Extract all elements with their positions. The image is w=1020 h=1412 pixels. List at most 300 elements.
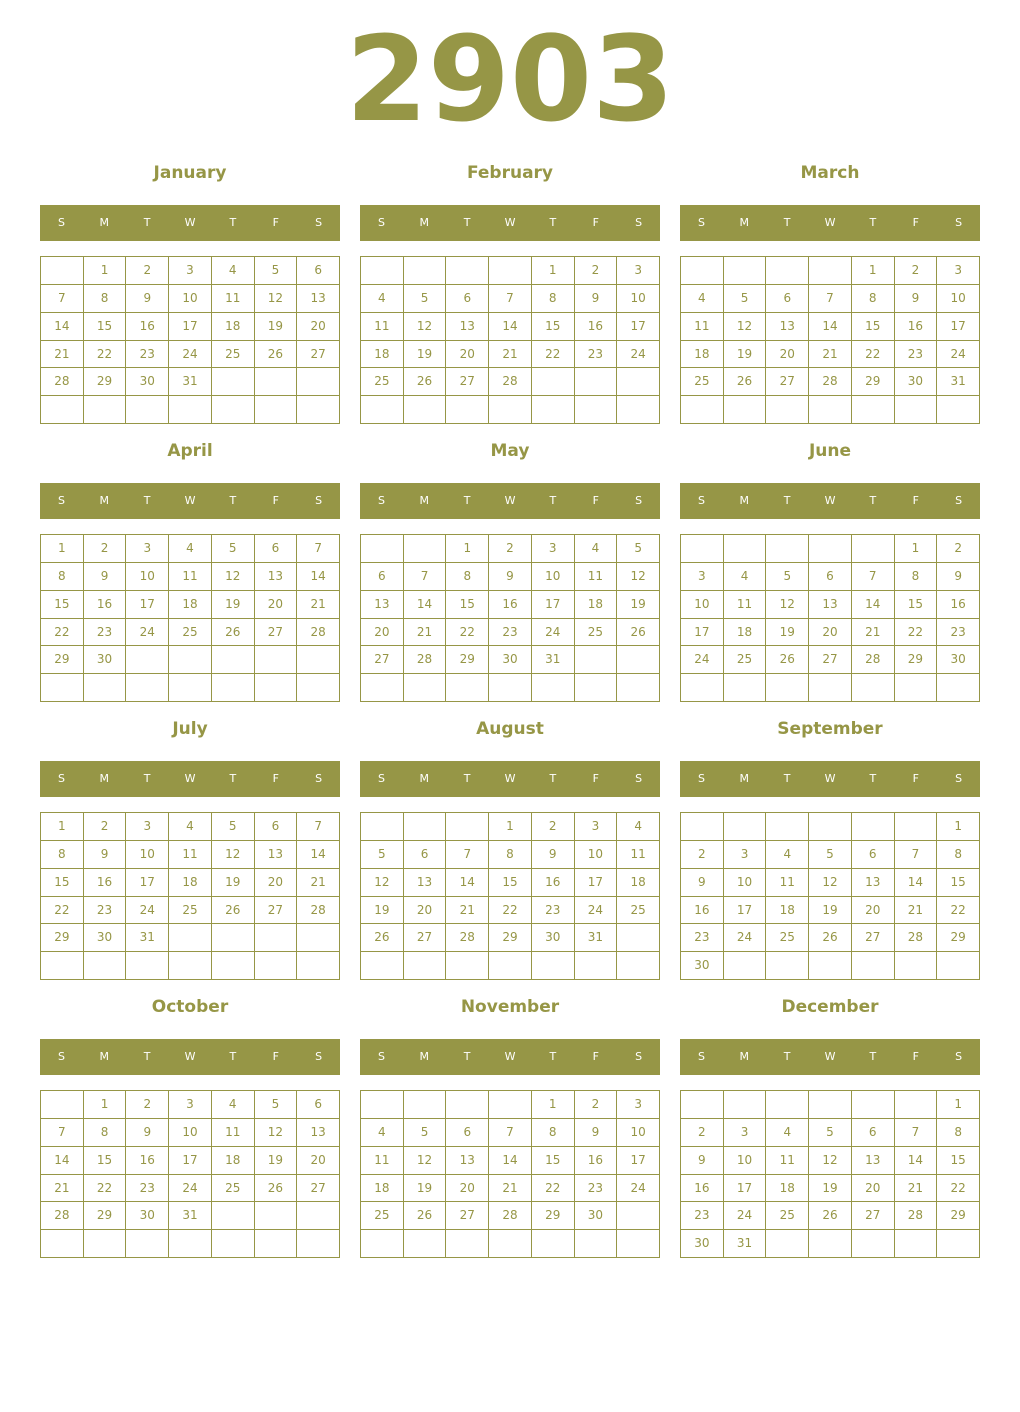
day-cell: 23: [681, 1202, 724, 1230]
day-cell: 5: [724, 285, 767, 313]
empty-day-cell: [617, 396, 660, 424]
empty-day-cell: [361, 535, 404, 563]
day-cell: 25: [212, 1175, 255, 1203]
day-cell: 2: [681, 841, 724, 869]
day-cell: 31: [169, 368, 212, 396]
day-cell: 19: [212, 591, 255, 619]
empty-day-cell: [766, 1230, 809, 1258]
day-cell: 20: [809, 619, 852, 647]
day-cell: 21: [297, 869, 340, 897]
day-cell: 7: [852, 563, 895, 591]
weekday-label: S: [377, 772, 385, 785]
weekday-label: T: [463, 494, 471, 507]
empty-day-cell: [297, 674, 340, 702]
day-cell: 16: [575, 1147, 618, 1175]
day-cell: 8: [852, 285, 895, 313]
weekday-label: T: [783, 772, 791, 785]
empty-day-cell: [852, 1091, 895, 1119]
weekday-label: T: [463, 1050, 471, 1063]
day-cell: 2: [84, 535, 127, 563]
day-cell: 10: [575, 841, 618, 869]
day-cell: 24: [169, 1175, 212, 1203]
day-cell: 22: [532, 341, 575, 369]
day-cell: 16: [489, 591, 532, 619]
day-cell: 11: [169, 841, 212, 869]
day-cell: 9: [575, 285, 618, 313]
empty-day-cell: [126, 396, 169, 424]
empty-day-cell: [724, 1091, 767, 1119]
empty-day-cell: [41, 952, 84, 980]
day-cell: 5: [766, 563, 809, 591]
day-cell: 18: [361, 1175, 404, 1203]
day-cell: 17: [169, 313, 212, 341]
day-cell: 27: [255, 897, 298, 925]
day-cell: 7: [489, 1119, 532, 1147]
day-cell: 19: [361, 897, 404, 925]
day-cell: 8: [937, 1119, 980, 1147]
empty-day-cell: [404, 396, 447, 424]
weekday-label: M: [99, 494, 110, 507]
empty-day-cell: [575, 1230, 618, 1258]
day-cell: 14: [297, 563, 340, 591]
day-cell: 30: [126, 1202, 169, 1230]
day-cell: 23: [575, 1175, 618, 1203]
weekday-label: S: [697, 1050, 705, 1063]
day-cell: 5: [212, 813, 255, 841]
weekday-label: W: [504, 216, 516, 229]
day-cell: 2: [532, 813, 575, 841]
day-cell: 24: [724, 1202, 767, 1230]
day-cell: 5: [255, 1091, 298, 1119]
empty-day-cell: [809, 257, 852, 285]
month-name: March: [800, 163, 860, 183]
weekday-label: M: [99, 772, 110, 785]
day-cell: 7: [297, 535, 340, 563]
empty-day-cell: [809, 396, 852, 424]
empty-day-cell: [895, 952, 938, 980]
day-cell: 14: [297, 841, 340, 869]
weekday-label: W: [824, 216, 836, 229]
day-cell: 3: [681, 563, 724, 591]
day-cell: 12: [724, 313, 767, 341]
day-cell: 15: [489, 869, 532, 897]
empty-day-cell: [41, 1230, 84, 1258]
empty-day-cell: [446, 813, 489, 841]
days-grid: [680, 256, 980, 424]
empty-day-cell: [681, 674, 724, 702]
day-cell: 15: [532, 313, 575, 341]
day-cell: 20: [255, 869, 298, 897]
empty-day-cell: [212, 924, 255, 952]
day-cell: 9: [126, 1119, 169, 1147]
day-cell: 13: [255, 841, 298, 869]
day-cell: 28: [297, 619, 340, 647]
empty-day-cell: [297, 1230, 340, 1258]
day-cell: 30: [84, 646, 127, 674]
day-cell: 21: [895, 1175, 938, 1203]
empty-day-cell: [937, 1230, 980, 1258]
empty-day-cell: [809, 1091, 852, 1119]
empty-day-cell: [575, 368, 618, 396]
weekday-header: [680, 761, 980, 797]
empty-day-cell: [681, 1091, 724, 1119]
day-cell: 14: [446, 869, 489, 897]
weekday-label: S: [955, 772, 963, 785]
day-cell: 10: [532, 563, 575, 591]
empty-day-cell: [809, 813, 852, 841]
weekday-label: T: [229, 1050, 237, 1063]
weekday-label: T: [549, 494, 557, 507]
day-cell: 6: [766, 285, 809, 313]
weekday-label: T: [143, 772, 151, 785]
day-cell: 29: [489, 924, 532, 952]
empty-day-cell: [937, 952, 980, 980]
weekday-header: [680, 483, 980, 519]
day-cell: 29: [41, 924, 84, 952]
day-cell: 1: [489, 813, 532, 841]
weekday-label: F: [272, 216, 279, 229]
empty-day-cell: [212, 674, 255, 702]
day-cell: 3: [724, 841, 767, 869]
day-cell: 14: [809, 313, 852, 341]
weekday-label: M: [419, 216, 430, 229]
day-cell: 27: [446, 368, 489, 396]
empty-day-cell: [489, 952, 532, 980]
weekday-label: S: [955, 494, 963, 507]
day-cell: 18: [361, 341, 404, 369]
weekday-label: T: [143, 216, 151, 229]
day-cell: 30: [532, 924, 575, 952]
day-cell: 6: [404, 841, 447, 869]
weekday-label: S: [377, 216, 385, 229]
day-cell: 15: [532, 1147, 575, 1175]
month-name: September: [777, 719, 883, 739]
empty-day-cell: [404, 674, 447, 702]
day-cell: 25: [169, 619, 212, 647]
empty-day-cell: [681, 813, 724, 841]
day-cell: 20: [255, 591, 298, 619]
weekday-label: S: [697, 772, 705, 785]
empty-day-cell: [84, 1230, 127, 1258]
empty-day-cell: [404, 952, 447, 980]
day-cell: 18: [169, 869, 212, 897]
day-cell: 23: [84, 897, 127, 925]
day-cell: 3: [126, 813, 169, 841]
day-cell: 2: [126, 1091, 169, 1119]
weekday-label: S: [635, 1050, 643, 1063]
empty-day-cell: [489, 396, 532, 424]
weekday-label: M: [99, 1050, 110, 1063]
day-cell: 12: [212, 841, 255, 869]
empty-day-cell: [724, 396, 767, 424]
day-cell: 25: [681, 368, 724, 396]
empty-day-cell: [766, 396, 809, 424]
weekday-header: [40, 761, 340, 797]
day-cell: 27: [255, 619, 298, 647]
day-cell: 20: [446, 341, 489, 369]
day-cell: 10: [724, 1147, 767, 1175]
weekday-label: F: [912, 216, 919, 229]
day-cell: 10: [126, 563, 169, 591]
weekday-label: S: [377, 494, 385, 507]
day-cell: 25: [361, 1202, 404, 1230]
day-cell: 27: [809, 646, 852, 674]
day-cell: 6: [446, 1119, 489, 1147]
day-cell: 24: [169, 341, 212, 369]
weekday-header: [40, 205, 340, 241]
day-cell: 25: [361, 368, 404, 396]
empty-day-cell: [766, 257, 809, 285]
empty-day-cell: [532, 368, 575, 396]
month-name: April: [167, 441, 213, 461]
weekday-label: T: [549, 216, 557, 229]
weekday-label: S: [315, 494, 323, 507]
day-cell: 12: [404, 1147, 447, 1175]
days-grid: [40, 812, 340, 980]
day-cell: 26: [404, 1202, 447, 1230]
day-cell: 21: [41, 341, 84, 369]
day-cell: 17: [617, 313, 660, 341]
day-cell: 23: [575, 341, 618, 369]
month-name: December: [781, 997, 879, 1017]
day-cell: 12: [404, 313, 447, 341]
empty-day-cell: [617, 368, 660, 396]
day-cell: 4: [169, 813, 212, 841]
empty-day-cell: [361, 1091, 404, 1119]
day-cell: 31: [575, 924, 618, 952]
day-cell: 28: [489, 1202, 532, 1230]
empty-day-cell: [361, 813, 404, 841]
day-cell: 1: [937, 813, 980, 841]
day-cell: 17: [532, 591, 575, 619]
day-cell: 1: [532, 257, 575, 285]
weekday-label: S: [955, 216, 963, 229]
weekday-label: M: [739, 1050, 750, 1063]
weekday-label: M: [739, 772, 750, 785]
empty-day-cell: [852, 535, 895, 563]
day-cell: 26: [766, 646, 809, 674]
day-cell: 29: [532, 1202, 575, 1230]
empty-day-cell: [895, 1230, 938, 1258]
empty-day-cell: [895, 396, 938, 424]
month-name: November: [460, 997, 560, 1017]
day-cell: 4: [724, 563, 767, 591]
empty-day-cell: [766, 813, 809, 841]
day-cell: 10: [617, 285, 660, 313]
day-cell: 1: [532, 1091, 575, 1119]
day-cell: 19: [766, 619, 809, 647]
day-cell: 22: [41, 897, 84, 925]
weekday-label: T: [549, 1050, 557, 1063]
empty-day-cell: [126, 674, 169, 702]
day-cell: 29: [84, 1202, 127, 1230]
day-cell: 30: [681, 1230, 724, 1258]
empty-day-cell: [404, 535, 447, 563]
empty-day-cell: [446, 1230, 489, 1258]
day-cell: 9: [681, 869, 724, 897]
day-cell: 21: [41, 1175, 84, 1203]
empty-day-cell: [255, 952, 298, 980]
day-cell: 18: [575, 591, 618, 619]
day-cell: 21: [489, 1175, 532, 1203]
day-cell: 2: [126, 257, 169, 285]
weekday-label: S: [635, 216, 643, 229]
day-cell: 20: [361, 619, 404, 647]
weekday-label: W: [184, 772, 196, 785]
day-cell: 18: [681, 341, 724, 369]
empty-day-cell: [681, 396, 724, 424]
day-cell: 18: [766, 897, 809, 925]
days-grid: [360, 256, 660, 424]
day-cell: 11: [681, 313, 724, 341]
weekday-label: F: [592, 772, 599, 785]
empty-day-cell: [489, 674, 532, 702]
empty-day-cell: [255, 924, 298, 952]
weekday-label: S: [315, 772, 323, 785]
day-cell: 11: [617, 841, 660, 869]
day-cell: 9: [937, 563, 980, 591]
empty-day-cell: [255, 396, 298, 424]
day-cell: 31: [532, 646, 575, 674]
empty-day-cell: [724, 674, 767, 702]
empty-day-cell: [532, 674, 575, 702]
day-cell: 16: [575, 313, 618, 341]
weekday-label: F: [592, 216, 599, 229]
days-grid: [40, 256, 340, 424]
day-cell: 23: [937, 619, 980, 647]
empty-day-cell: [617, 924, 660, 952]
day-cell: 10: [617, 1119, 660, 1147]
day-cell: 22: [937, 1175, 980, 1203]
day-cell: 4: [212, 257, 255, 285]
day-cell: 2: [575, 1091, 618, 1119]
empty-day-cell: [489, 1091, 532, 1119]
day-cell: 29: [84, 368, 127, 396]
day-cell: 29: [852, 368, 895, 396]
day-cell: 29: [41, 646, 84, 674]
day-cell: 6: [255, 535, 298, 563]
day-cell: 22: [532, 1175, 575, 1203]
day-cell: 6: [297, 257, 340, 285]
day-cell: 18: [212, 313, 255, 341]
day-cell: 21: [489, 341, 532, 369]
day-cell: 9: [84, 841, 127, 869]
empty-day-cell: [681, 535, 724, 563]
weekday-label: M: [99, 216, 110, 229]
day-cell: 20: [297, 313, 340, 341]
day-cell: 24: [617, 1175, 660, 1203]
empty-day-cell: [809, 535, 852, 563]
day-cell: 27: [766, 368, 809, 396]
day-cell: 19: [809, 897, 852, 925]
empty-day-cell: [446, 396, 489, 424]
days-grid: [680, 812, 980, 980]
weekday-label: M: [419, 494, 430, 507]
day-cell: 26: [361, 924, 404, 952]
empty-day-cell: [575, 646, 618, 674]
day-cell: 26: [255, 1175, 298, 1203]
day-cell: 19: [617, 591, 660, 619]
empty-day-cell: [489, 1230, 532, 1258]
day-cell: 4: [617, 813, 660, 841]
weekday-header: [360, 205, 660, 241]
day-cell: 17: [617, 1147, 660, 1175]
empty-day-cell: [297, 396, 340, 424]
day-cell: 13: [404, 869, 447, 897]
day-cell: 1: [446, 535, 489, 563]
day-cell: 21: [895, 897, 938, 925]
day-cell: 1: [84, 1091, 127, 1119]
day-cell: 2: [575, 257, 618, 285]
day-cell: 23: [126, 1175, 169, 1203]
empty-day-cell: [937, 396, 980, 424]
day-cell: 19: [212, 869, 255, 897]
day-cell: 16: [895, 313, 938, 341]
day-cell: 30: [84, 924, 127, 952]
day-cell: 15: [84, 1147, 127, 1175]
empty-day-cell: [297, 952, 340, 980]
day-cell: 19: [404, 1175, 447, 1203]
days-grid: [40, 1090, 340, 1258]
weekday-label: T: [463, 772, 471, 785]
day-cell: 25: [169, 897, 212, 925]
empty-day-cell: [617, 646, 660, 674]
weekday-header: [360, 1039, 660, 1075]
empty-day-cell: [169, 646, 212, 674]
day-cell: 19: [809, 1175, 852, 1203]
day-cell: 28: [489, 368, 532, 396]
day-cell: 4: [681, 285, 724, 313]
day-cell: 4: [361, 1119, 404, 1147]
empty-day-cell: [297, 368, 340, 396]
weekday-label: W: [504, 1050, 516, 1063]
day-cell: 22: [446, 619, 489, 647]
day-cell: 12: [361, 869, 404, 897]
weekday-header: [40, 1039, 340, 1075]
day-cell: 28: [809, 368, 852, 396]
empty-day-cell: [532, 1230, 575, 1258]
empty-day-cell: [895, 813, 938, 841]
weekday-label: W: [504, 772, 516, 785]
empty-day-cell: [41, 1091, 84, 1119]
weekday-label: M: [419, 772, 430, 785]
weekday-label: T: [783, 494, 791, 507]
day-cell: 13: [446, 313, 489, 341]
day-cell: 3: [724, 1119, 767, 1147]
day-cell: 19: [255, 1147, 298, 1175]
day-cell: 21: [446, 897, 489, 925]
day-cell: 4: [212, 1091, 255, 1119]
weekday-label: S: [315, 1050, 323, 1063]
empty-day-cell: [404, 257, 447, 285]
empty-day-cell: [766, 535, 809, 563]
empty-day-cell: [489, 257, 532, 285]
weekday-header: [360, 761, 660, 797]
day-cell: 5: [404, 285, 447, 313]
day-cell: 27: [446, 1202, 489, 1230]
day-cell: 27: [297, 1175, 340, 1203]
day-cell: 11: [361, 313, 404, 341]
day-cell: 13: [446, 1147, 489, 1175]
day-cell: 2: [681, 1119, 724, 1147]
weekday-label: F: [272, 1050, 279, 1063]
weekday-label: F: [912, 1050, 919, 1063]
day-cell: 13: [361, 591, 404, 619]
day-cell: 10: [937, 285, 980, 313]
day-cell: 29: [895, 646, 938, 674]
day-cell: 15: [852, 313, 895, 341]
day-cell: 24: [724, 924, 767, 952]
